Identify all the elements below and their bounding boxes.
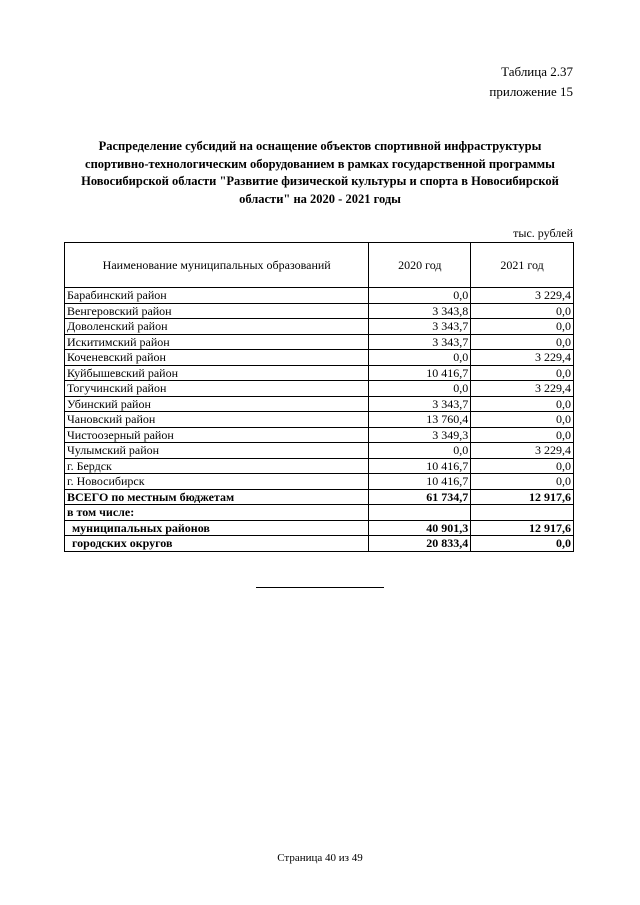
value-2021: 3 229,4 (471, 288, 574, 304)
table-row (65, 443, 574, 459)
value-2021: 3 229,4 (471, 443, 574, 459)
table-row (65, 365, 574, 381)
total-2021: 12 917,6 (471, 489, 574, 505)
row-name: г. Бердск (65, 458, 369, 474)
value-2021: 0,0 (471, 412, 574, 428)
row-name: Чистоозерный район (65, 427, 369, 443)
value-2021: 0,0 (471, 396, 574, 412)
document-title (60, 138, 580, 208)
subsidy-table (64, 242, 574, 552)
urban-row (65, 536, 574, 552)
table-row (65, 412, 574, 428)
table-row (65, 303, 574, 319)
value-2020: 10 416,7 (369, 365, 471, 381)
title-line: спортивно-технологическим оборудованием в рамках государственной программы (85, 156, 555, 171)
column-header-2021: 2021 год (471, 243, 574, 288)
table-number: Таблица 2.37 (501, 64, 573, 79)
value-2021: 0,0 (471, 474, 574, 490)
column-header-2020: 2020 год (369, 243, 471, 288)
row-name: Венгеровский район (65, 303, 369, 319)
value-2020: 3 349,3 (369, 427, 471, 443)
value-2020: 0,0 (369, 443, 471, 459)
title-line: области" на 2020 - 2021 годы (239, 191, 401, 206)
table-row (65, 427, 574, 443)
districts-row (65, 520, 574, 536)
row-name: Чановский район (65, 412, 369, 428)
appendix-label: приложение 15 (489, 84, 573, 99)
total-2020: 61 734,7 (369, 489, 471, 505)
value-2020: 3 343,7 (369, 396, 471, 412)
value-2020: 3 343,7 (369, 319, 471, 335)
value-2020: 10 416,7 (369, 458, 471, 474)
title-line: Распределение субсидий на оснащение объектов спортивной инфраструктуры (98, 139, 542, 153)
table-row (65, 458, 574, 474)
row-name: Барабинский район (65, 288, 369, 304)
table-row (65, 381, 574, 397)
row-name: Убинский район (65, 396, 369, 412)
total-label: ВСЕГО по местным бюджетам (65, 489, 369, 505)
value-2021: 0,0 (471, 458, 574, 474)
value-2020: 13 760,4 (369, 412, 471, 428)
table-row (65, 319, 574, 335)
total-row (65, 489, 574, 505)
row-name: Куйбышевский район (65, 365, 369, 381)
table-caption (489, 62, 573, 102)
value-2020: 0,0 (369, 381, 471, 397)
row-name: Искитимский район (65, 334, 369, 350)
value-2021: 3 229,4 (471, 350, 574, 366)
row-name: Тогучинский район (65, 381, 369, 397)
value-2021: 0,0 (471, 303, 574, 319)
table-row (65, 350, 574, 366)
row-name: г. Новосибирск (65, 474, 369, 490)
row-name: Доволенский район (65, 319, 369, 335)
separator-line (256, 587, 384, 588)
districts-label: муниципальных районов (65, 520, 369, 536)
units-label: тыс. рублей (513, 226, 573, 240)
value-2020: 0,0 (369, 350, 471, 366)
value-2021: 3 229,4 (471, 381, 574, 397)
title-line: Новосибирской области "Развитие физической культуры и спорта в Новосибирской (81, 174, 559, 188)
empty-cell (369, 505, 471, 521)
urban-2020: 20 833,4 (369, 536, 471, 552)
value-2020: 10 416,7 (369, 474, 471, 490)
value-2020: 0,0 (369, 288, 471, 304)
table-row (65, 288, 574, 304)
table-row (65, 334, 574, 350)
row-name: Коченевский район (65, 350, 369, 366)
including-label: в том числе: (65, 505, 369, 521)
value-2021: 0,0 (471, 365, 574, 381)
value-2020: 3 343,7 (369, 334, 471, 350)
column-header-name: Наименование муниципальных образований (65, 243, 369, 288)
including-row (65, 505, 574, 521)
empty-cell (471, 505, 574, 521)
value-2021: 0,0 (471, 334, 574, 350)
districts-2021: 12 917,6 (471, 520, 574, 536)
value-2021: 0,0 (471, 427, 574, 443)
value-2020: 3 343,8 (369, 303, 471, 319)
urban-2021: 0,0 (471, 536, 574, 552)
page-number: Страница 40 из 49 (277, 852, 363, 864)
table-row (65, 396, 574, 412)
table-header-row (65, 243, 574, 288)
districts-2020: 40 901,3 (369, 520, 471, 536)
table-row (65, 474, 574, 490)
row-name: Чулымский район (65, 443, 369, 459)
value-2021: 0,0 (471, 319, 574, 335)
urban-label: городских округов (65, 536, 369, 552)
